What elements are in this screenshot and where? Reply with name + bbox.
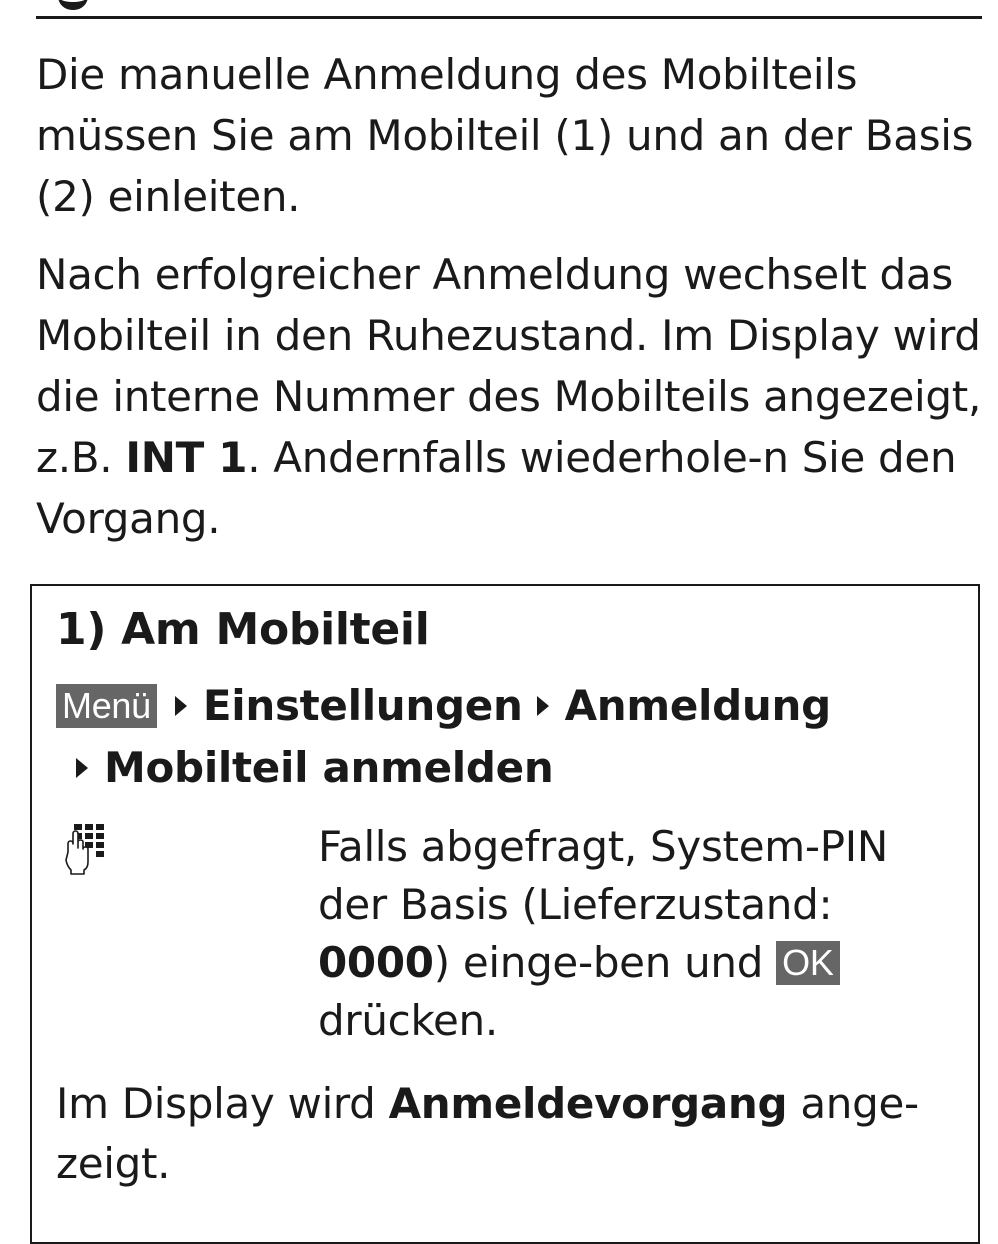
pin-instruction-text-2: ) einge-ben und xyxy=(433,938,777,987)
result-text-before: Im Display wird xyxy=(56,1079,389,1128)
keypad-icon xyxy=(62,822,114,878)
menu-item-einstellungen[interactable]: Einstellungen xyxy=(202,681,523,730)
cut-off-heading-glyph xyxy=(58,0,98,10)
menu-key[interactable]: Menü xyxy=(56,684,157,728)
result-text-after: ange-zeigt. xyxy=(56,1079,919,1188)
display-message: Anmeldevorgang xyxy=(388,1079,788,1128)
instruction-box xyxy=(30,584,980,1244)
heading-rule xyxy=(36,16,982,19)
intro-paragraph-1-text: Die manuelle Anmeldung des Mobilteils müssen Sie am Mobilteil (1) und an der Basis (2) einleiten. xyxy=(36,50,974,221)
intro-paragraph-2-text-before: Nach erfolgreicher Anmeldung wechselt das Mobilteil in den Ruhezustand. Im Display wird die interne Nummer des Mobilteils angezeigt, z.B. xyxy=(36,250,982,482)
pin-instruction-text-1: Falls abgefragt, System-PIN der Basis (Lieferzustand: xyxy=(318,822,888,929)
menu-item-anmeldung[interactable]: Anmeldung xyxy=(564,681,831,730)
intro-paragraph-1 xyxy=(36,44,981,227)
int-number-example: INT 1 xyxy=(125,433,248,482)
intro-paragraph-2 xyxy=(36,244,981,549)
pin-instruction xyxy=(318,818,958,1050)
menu-path-line-1 xyxy=(56,676,831,736)
default-pin: 0000 xyxy=(318,938,434,987)
arrow-right-icon xyxy=(537,696,549,716)
ok-key[interactable]: OK xyxy=(776,941,839,985)
menu-path-line-2 xyxy=(56,738,553,798)
arrow-right-icon xyxy=(175,696,187,716)
result-text xyxy=(56,1074,956,1194)
pin-instruction-text-3: drücken. xyxy=(318,996,498,1045)
arrow-right-icon xyxy=(76,758,88,778)
menu-item-mobilteil-anmelden[interactable]: Mobilteil anmelden xyxy=(104,743,554,792)
intro-paragraph-2-text-after: . Andernfalls wiederhole-n Sie den Vorgang. xyxy=(36,433,957,543)
section-title: 1) Am Mobilteil xyxy=(56,604,430,655)
